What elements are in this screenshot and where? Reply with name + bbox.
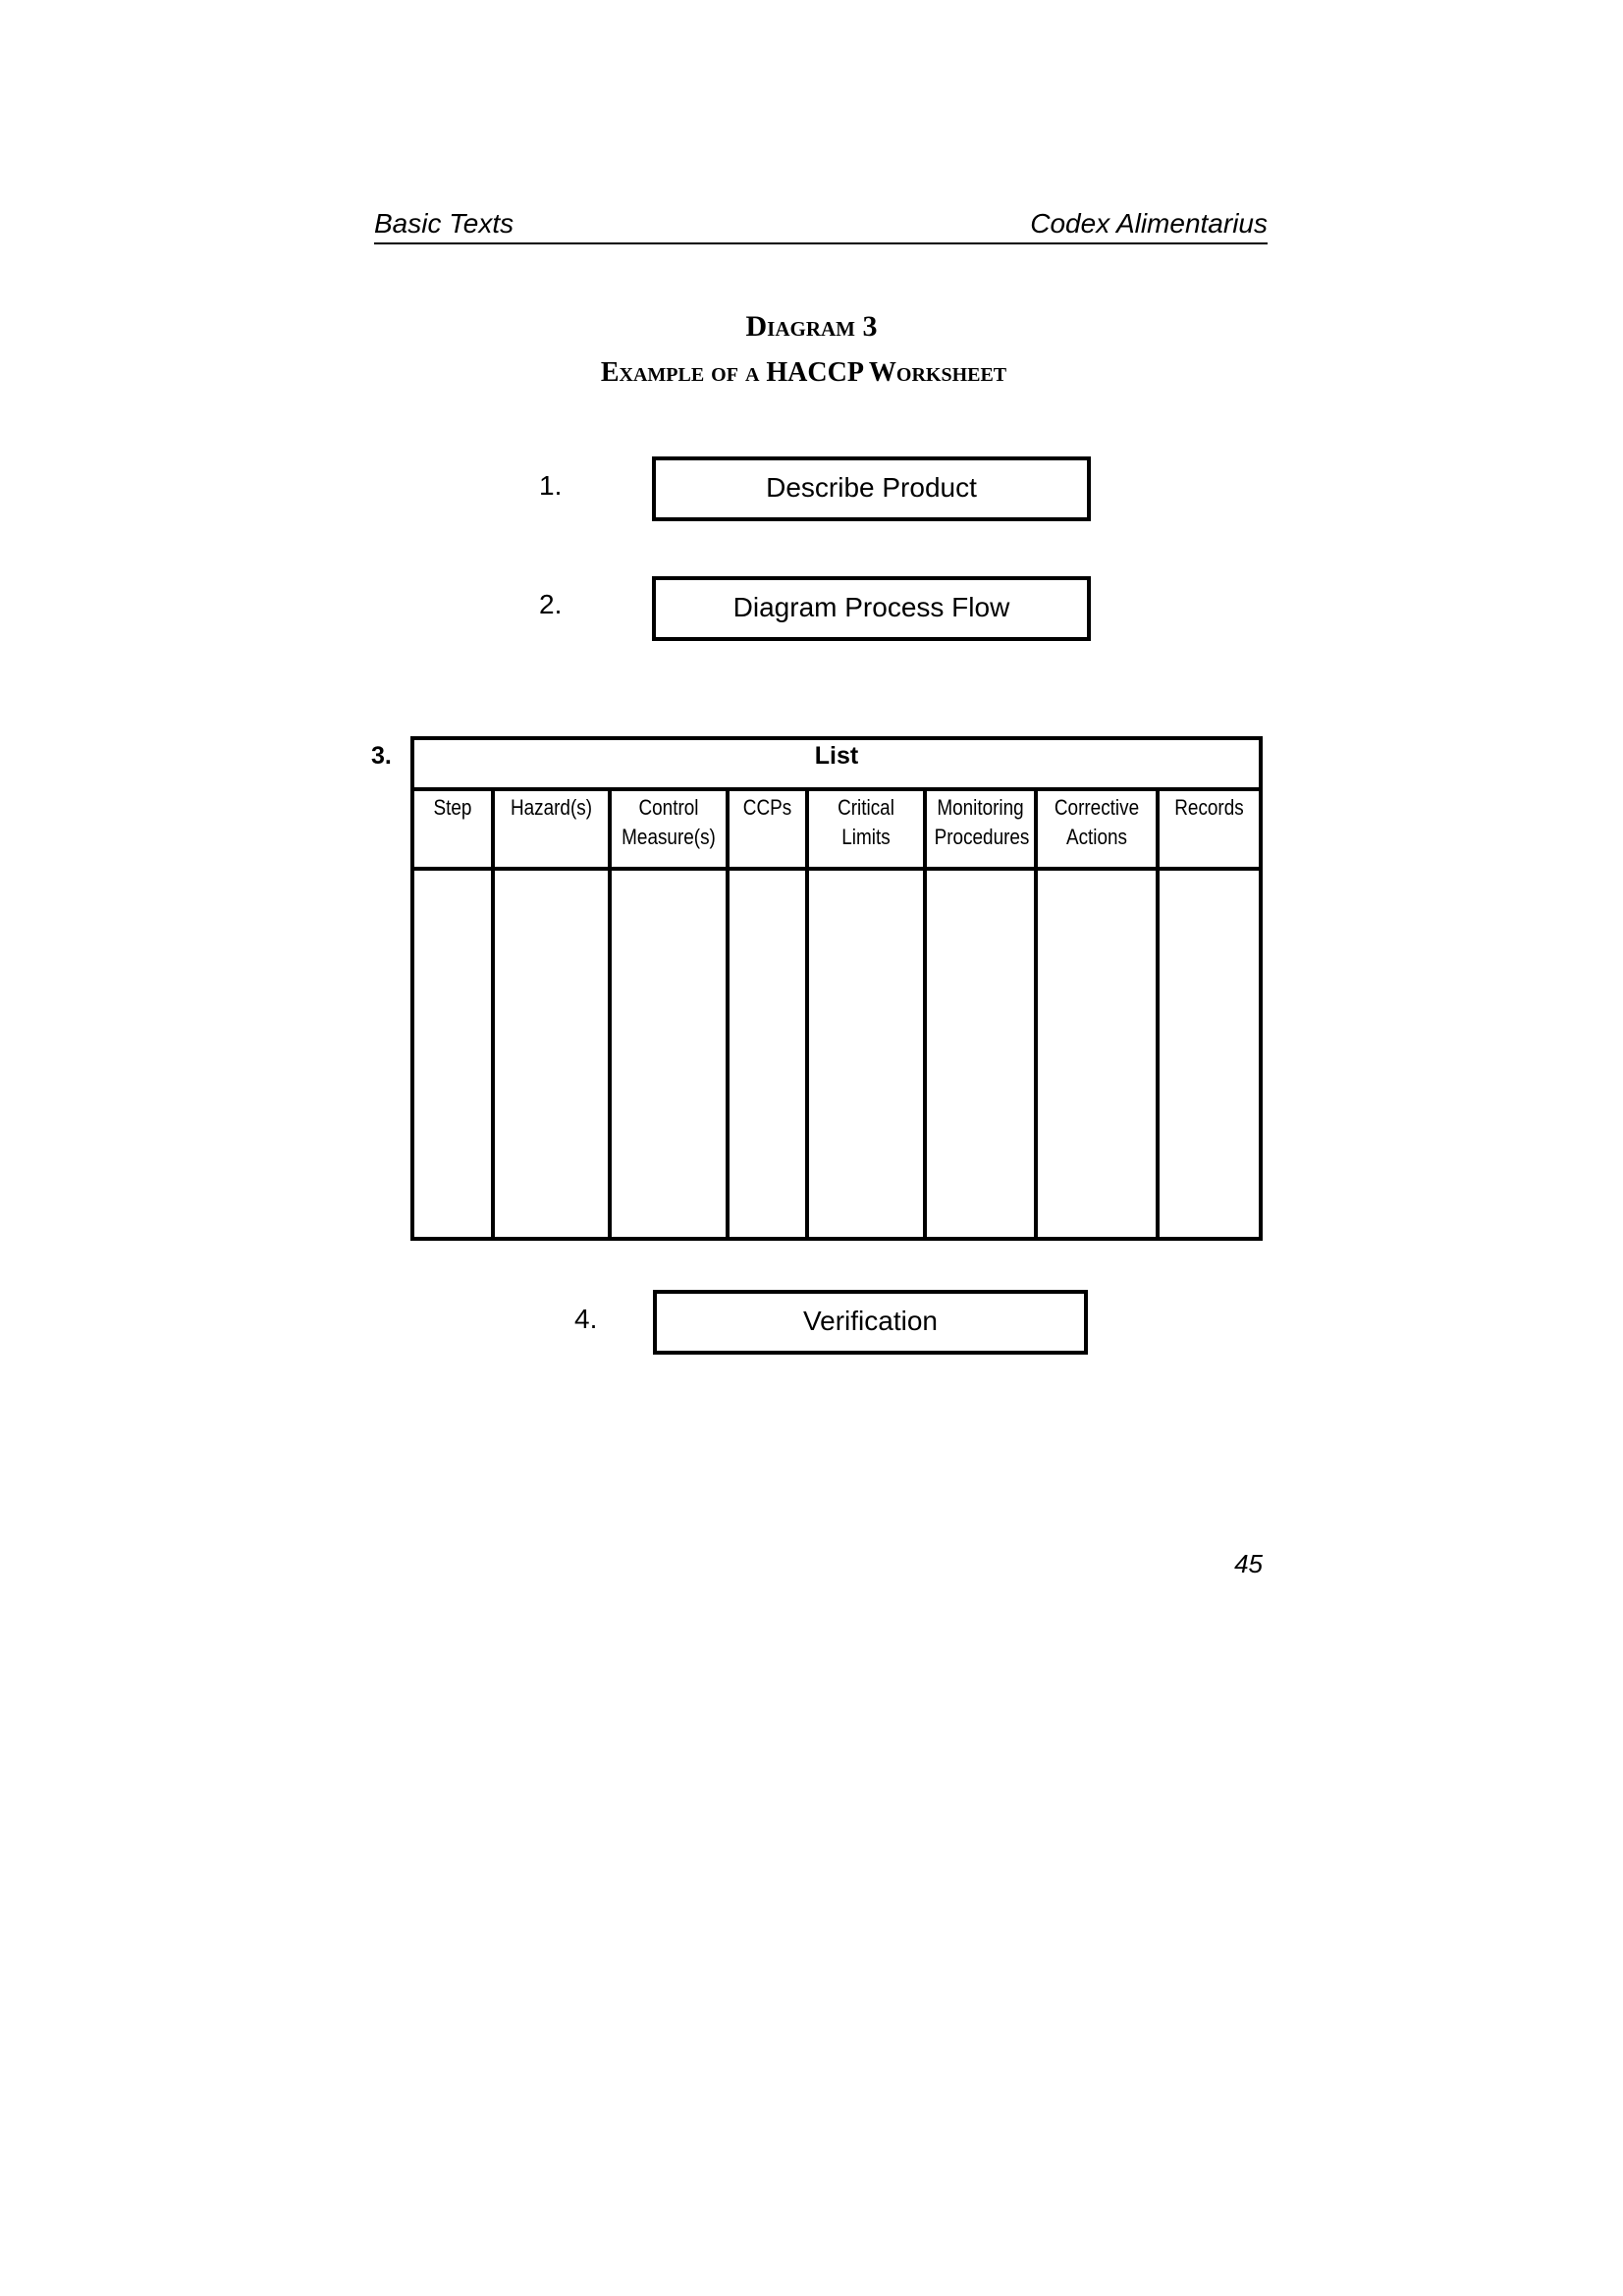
column-header-records: Records (1174, 795, 1244, 820)
step-1-label: Describe Product (766, 472, 977, 503)
column-divider (608, 787, 612, 1239)
column-header-ccps: CCPs (742, 795, 792, 820)
step-4-number: 4. (574, 1304, 598, 1334)
column-header-critical-limits: Critical Limits (838, 795, 894, 849)
step-2-box (652, 576, 1091, 641)
column-divider (491, 787, 495, 1239)
column-divider (1034, 787, 1038, 1239)
step-2-number: 2. (539, 589, 563, 619)
step-2-label: Diagram Process Flow (732, 592, 1010, 622)
header-rule (374, 242, 1268, 244)
step-1-box (652, 456, 1091, 521)
column-header-control-measures: Control Measure(s) (622, 795, 716, 849)
running-header-right: Codex Alimentarius (1030, 208, 1268, 239)
column-divider (1156, 787, 1160, 1239)
column-header-monitoring-procedures: Monitoring Procedures (934, 795, 1030, 849)
column-divider (923, 787, 927, 1239)
column-header-hazards: Hazard(s) (510, 795, 593, 820)
column-divider (726, 787, 730, 1239)
step-4-box (653, 1290, 1088, 1355)
running-header-left: Basic Texts (374, 208, 514, 239)
column-divider (805, 787, 809, 1239)
step-4-label: Verification (803, 1306, 938, 1336)
column-header-corrective-actions: Corrective Actions (1054, 795, 1140, 849)
step-1-number: 1. (539, 470, 563, 501)
column-header-step: Step (433, 795, 472, 820)
diagram-subtitle: Example of a HACCP Worksheet (600, 357, 1007, 388)
step-3-number: 3. (371, 742, 392, 770)
page-number: 45 (1234, 1549, 1263, 1578)
worksheet-list-label: List (814, 742, 859, 770)
worksheet-header-rule (410, 787, 1263, 791)
diagram-title: Diagram 3 (745, 310, 878, 343)
worksheet-body-rule (410, 867, 1263, 871)
